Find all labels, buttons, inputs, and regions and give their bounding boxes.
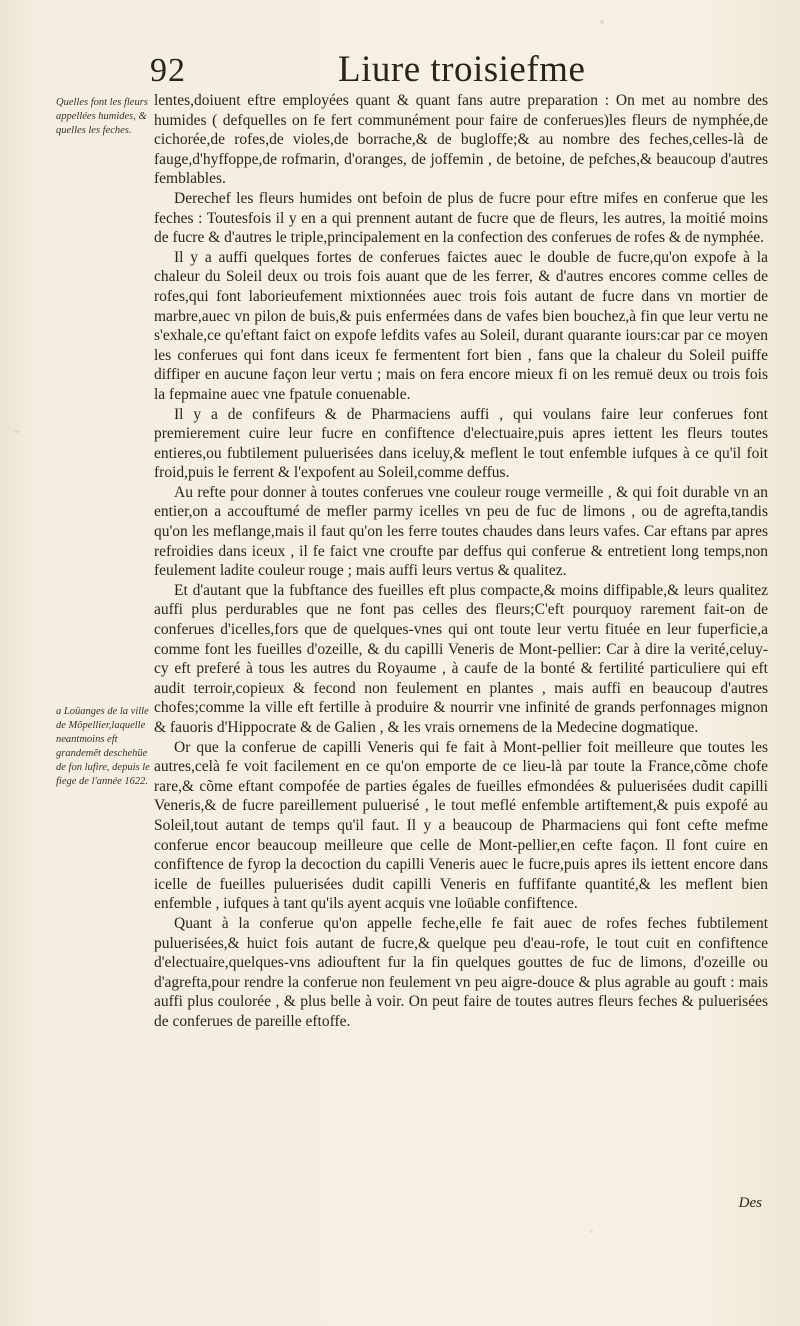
margin-note: a Loüanges de la ville de Mõpellier,laquelle neantmoins eft grandemẽt deschehüe de fon lufire, depuis le fiege de l'année 1622. [56,706,150,787]
paragraph: Au refte pour donner à toutes conferues vne couleur rouge vermeille , & qui foit durable vn an entier,on a accouftumé de mefler parmy icelles vn peu de fuc de limons , ou de agrefta,tandis qu'on les meflange,mais il faut qu'on les ferre toutes chaudes dans leurs vafes. Car eftans par apres refroidies dans iceux , il fe faict vne croufte par deffus qui conferue & entretient long temps,non feulement ladite couleur rouge ; mais auffi leurs vertus & qualitez. [154,483,768,580]
page-header [150,48,710,96]
paragraph: lentes,doiuent eftre employées quant & quant fans autre preparation : On met au nombre des humides ( defquelles on fe fert communément pour faire de conferues)les fleurs de nymphée,de cichorée,de rofes,de violes,de borrache,& de bugloffe;& au nombre des feches,celles-là de fauge,d'hyffoppe,de rofmarin, d'oranges, de joffemin , de betoine, de pefches,& beaucoup d'autres femblables. [154,92,768,188]
margin-note: Quelles font les fleurs appellées humides, & quelles les feches. [56,97,148,136]
paper-spot [600,20,604,24]
paragraph: Et d'autant que la fubftance des fueilles eft plus compacte,& moins diffipable,& leurs qualitez auffi plus perdurables que ne font pas celles des fleurs;C'eft pourquoy rarement fait-on de conferues d'icelles,fors que de quelques-vnes qui ont toute leur vertu fituée en leur fuperficie,a comme font les fueilles d'ozeille, & du capilli Veneris de Mont-pellier: Car à dire la verité,celuy-cy eft preferé à tous les autres du Royaume , à caufe de la bonté & fertilité particuliere qui eft audit terroir,copieux & fecond non feulement en plantes , mais auffi en beaucoup d'autres chofes;comme la ville eft fertille à produire & nourrir vne infinité de grands perfonnages mignon & fauoris d'Hippocrate & de Galien , & les vrais ornemens de la Medecine dogmatique. [154,581,768,736]
running-title: Liure troisiefme [338,49,586,90]
catchword: Des [738,1195,762,1211]
paragraph: Il y a auffi quelques fortes de conferues faictes auec le double de fucre,qu'on expofe à la chaleur du Soleil deux ou trois fois auant que de les ferrer, & d'autres encores comme celles de rofes,qui font laborieufement mixtionnées auec trois fois autant de fucre dans vn mortier de marbre,auec vn pilon de buis,& puis enfermées dans de vafes bien bouchez,à fin que leur vertu ne s'exhale,ce qu'eftant faict on expofe lefdits vafes au Soleil, durant quarante iours:car par ce moyen les conferues qui font dans iceux fe fermentent fort bien , fans que la chaleur du Soleil puiffe diffiper en aucune façon leur vertu ; mais on fera encore mieux fi on les remuë deux ou trois fois la fepmaine auec vne fpatule conuenable. [154,248,768,403]
paper-spot [14,430,20,433]
paragraph: Or que la conferue de capilli Veneris qui fe fait à Mont-pellier foit meilleure que toutes les autres,celà fe voit facilement en ce qu'on emporte de ce lieu-là par toute la France,cõme chofe rare,& cõme eftant compofée de parties égales de fueilles efmondées & puluerisées dudit capilli Veneris,& de fucre pareillement puluerisé , le tout meflé enfemble artiftement,& puis expofé au Soleil,tout autant de temps qu'il faut. Il y a beaucoup de Pharmaciens qui font cefte mefme conferue encor beaucoup meilleure que celle de Mont-pellier,en cefte façon. Il font cuire en confiftence de fyrop la decoction du capilli Veneris auec le fucre,puis apres ils iettent encore dans icelle de fueilles puluerisées dudit capilli Veneris en fuffifante quantité,& les meflent bien enfemble , iufques à tant qu'ils ayent acquis vne loüable confiftence. [154,738,768,913]
paragraph: Il y a de confifeurs & de Pharmaciens auffi , qui voulans faire leur conferues font premierement cuire leur fucre en confiftence d'electuaire,puis apres iettent les fleurs toutes entieres,ou fubtilement puluerisées dans iceluy,& meflent le tout enfemble iufques à ce qu'il foit froid,puis le ferrent & l'expofent au Soleil,comme deffus. [154,405,768,482]
body-text [154,91,768,1032]
paragraph: Quant à la conferue qu'on appelle feche,elle fe fait auec de rofes feches fubtilement puluerisées,& huict fois autant de fucre,& quelque peu d'eau-rofe, le tout cuit en confiftence d'electuaire,quelques-vns adiouftent fur la fin quelques gouttes de fuc de limons, d'ozeille ou d'agrefta,pour rendre la conferue non feulement vn peu aigre-douce & plus agrable au gouft : mais auffi plus coulorée , & plus belle à voir. On peut faire de toutes autres fleurs feches & puluerisées de conferues de pareille eftoffe. [154,914,768,1030]
paragraph: Derechef les fleurs humides ont befoin de plus de fucre pour eftre mifes en conferue que les feches : Toutesfois il y en a qui prennent autant de fucre que de fleurs, les autres, la moitié moins de fucre & d'autres le triple,principalement en la confection des conferues de rofes & de nymphée. [154,189,768,247]
page-number: 92 [150,52,186,89]
paper-spot [590,1230,593,1233]
